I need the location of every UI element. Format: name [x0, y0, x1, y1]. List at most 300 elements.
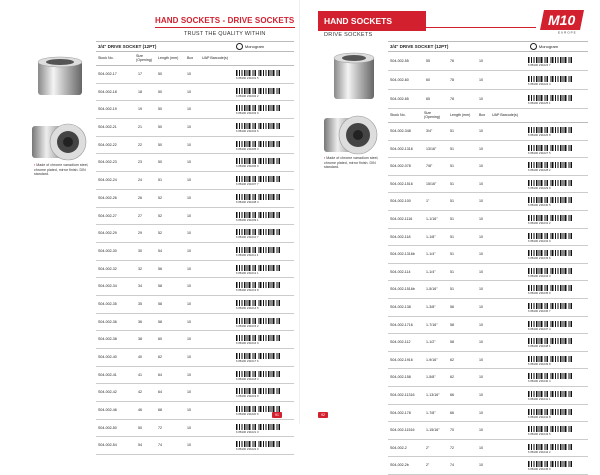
size-cell: 41 — [138, 372, 142, 377]
stock-no-cell: S04-002-1316 — [390, 146, 413, 151]
length-cell: 51 — [450, 129, 454, 133]
left-product-table — [96, 41, 294, 455]
length-cell: 68 — [158, 408, 162, 413]
stock-no-cell: S04-002-24 — [98, 178, 117, 183]
barcode-number: 6 88100 231036 7 — [528, 308, 551, 313]
stock-no-cell: S04-002-38 — [98, 337, 117, 342]
box-cell: 10 — [479, 59, 483, 63]
stock-no-cell: S04-002-2b — [390, 463, 409, 468]
box-cell: 10 — [187, 248, 191, 253]
length-cell: 52 — [158, 195, 162, 200]
tagline: TRUST THE QUALITY WITHIN — [184, 31, 266, 37]
table-row — [96, 349, 294, 367]
stock-no-cell: S04-002-29 — [98, 231, 117, 236]
right-material-note: ▪ Made of chrome vanadium steel, chrome plated, mirror finish. DIN standard. — [324, 156, 379, 170]
barcode-number: 6 88100 231023 7 — [528, 63, 551, 67]
barcode-number: 6 88100 231019 0 — [236, 394, 259, 399]
size-cell: 35 — [138, 301, 142, 306]
table-row — [96, 296, 294, 314]
barcode-number: 6 88100 231016 9 — [236, 341, 259, 346]
length-cell: 56 — [450, 304, 454, 309]
barcode-number: 6 88100 231017 6 — [236, 359, 259, 363]
barcode-number: 6 88100 231029 9 — [528, 185, 551, 190]
table-row — [388, 193, 588, 211]
size-cell: 36 — [138, 319, 142, 324]
col-size: Size (Opening) — [136, 54, 152, 62]
box-cell: 10 — [479, 428, 483, 433]
length-cell: 58 — [158, 301, 162, 306]
barcode-number: 6 88100 231035 0 — [528, 291, 551, 296]
length-cell: 66 — [450, 392, 454, 397]
left-table-title — [96, 41, 294, 52]
table-row — [96, 225, 294, 243]
right-page — [300, 0, 600, 472]
col-box: Box — [187, 56, 194, 60]
barcode-number: 6 88100 231007 7 — [236, 182, 259, 187]
stock-no-cell: S04-002-118 — [390, 234, 411, 239]
length-cell: 50 — [158, 125, 162, 130]
right-product-table — [388, 41, 588, 475]
table-row — [96, 437, 294, 455]
right-monogram — [530, 42, 558, 51]
size-cell: 38 — [138, 337, 142, 342]
barcode-number: 6 88100 231011 4 — [236, 252, 259, 257]
stock-no-cell: S04-002-100 — [390, 199, 411, 204]
stock-no-cell: S04-002-41 — [98, 372, 117, 377]
size-cell: 18 — [138, 89, 142, 94]
right-table-title-text: 3/4" DRIVE SOCKET (12PT) — [390, 44, 449, 49]
left-note-text: Made of chrome vanadium steel, chrome plated, mirror finish. DIN standard. — [34, 163, 89, 177]
box-cell: 10 — [187, 284, 191, 289]
length-cell: 58 — [450, 322, 454, 327]
left-page-number: 91 — [272, 412, 282, 418]
table-row — [388, 123, 588, 141]
box-cell: 10 — [187, 337, 191, 342]
length-cell: 76 — [450, 59, 454, 63]
size-cell: 1-7/16" — [426, 322, 438, 327]
barcode-number: 6 88100 231039 8 — [528, 361, 551, 366]
stock-no-cell: S04-002-54 — [98, 443, 117, 448]
barcode-number: 6 88100 231038 1 — [528, 344, 551, 349]
table-row — [96, 402, 294, 420]
length-cell: 70 — [450, 428, 454, 433]
barcode-number: 6 88100 231043 5 — [528, 432, 551, 437]
left-material-note: ▪ Made of chrome vanadium steel, chrome plated, mirror finish. DIN standard. — [34, 163, 89, 177]
barcode-number: 6 88100 231009 1 — [236, 217, 259, 222]
box-cell: 10 — [479, 129, 483, 133]
monogram-icon — [236, 43, 243, 50]
barcode-number: 6 88100 231020 6 — [236, 412, 259, 417]
stock-no-cell: S04-002-35 — [98, 301, 117, 306]
left-monogram — [236, 42, 264, 51]
length-cell: 51 — [450, 287, 454, 292]
table-row — [96, 84, 294, 102]
size-cell: 55 — [426, 59, 430, 63]
length-cell: 51 — [450, 269, 454, 274]
right-table-title — [388, 41, 588, 52]
size-cell: 46 — [138, 408, 142, 413]
box-cell: 10 — [187, 89, 191, 94]
box-cell: 10 — [187, 425, 191, 430]
table-row — [96, 190, 294, 208]
stock-no-cell: S04-002-27 — [98, 213, 117, 218]
left-header-rule — [155, 27, 295, 28]
stock-no-cell: S04-002-40 — [98, 355, 117, 359]
length-cell: 51 — [450, 146, 454, 151]
length-cell: 58 — [158, 319, 162, 324]
length-cell: 51 — [158, 178, 162, 183]
length-cell: 54 — [158, 248, 162, 253]
stock-no-cell: S04-002-138 — [390, 304, 411, 309]
table-row — [96, 331, 294, 349]
stock-no-cell: S04-002-50 — [98, 425, 117, 430]
box-cell: 10 — [479, 269, 483, 274]
length-cell: 58 — [158, 284, 162, 289]
box-cell: 10 — [187, 355, 191, 359]
table-row — [388, 317, 588, 335]
box-cell: 10 — [479, 181, 483, 186]
barcode-number: 6 88100 231005 3 — [236, 146, 259, 151]
barcode-number: 6 88100 231014 5 — [236, 305, 259, 310]
length-cell: 51 — [450, 164, 454, 169]
left-column-headers — [96, 52, 294, 66]
size-cell: 1-7/8" — [426, 410, 436, 415]
table-row — [96, 137, 294, 155]
box-cell: 10 — [479, 78, 483, 82]
length-cell: 51 — [450, 181, 454, 186]
stock-no-cell: S04-002-30 — [98, 248, 117, 253]
box-cell: 10 — [479, 375, 483, 380]
box-cell: 10 — [187, 266, 191, 271]
m10-logo — [540, 8, 586, 34]
box-cell: 10 — [479, 463, 483, 468]
stock-no-cell: S04-002-178 — [390, 410, 411, 415]
size-cell: 1-1/4" — [426, 269, 436, 274]
table-row — [388, 264, 588, 282]
col-barcode: UAP Barcode(s) — [202, 56, 228, 60]
size-cell: 1-9/16" — [426, 357, 438, 362]
length-cell: 51 — [450, 199, 454, 204]
monogram-icon — [530, 43, 537, 50]
barcode-number: 6 88100 231031 2 — [528, 220, 551, 225]
table-row — [388, 299, 588, 317]
table-row — [96, 314, 294, 332]
barcode-number: 6 88100 231037 4 — [528, 326, 551, 331]
box-cell: 10 — [187, 390, 191, 395]
size-cell: 7/8" — [426, 164, 433, 169]
size-cell: 1-1/4" — [426, 252, 436, 257]
barcode-number: 6 88100 231012 1 — [236, 270, 259, 275]
table-row — [388, 141, 588, 159]
box-cell: 10 — [479, 445, 483, 450]
size-cell: 54 — [138, 443, 142, 448]
col-box: Box — [479, 113, 486, 117]
right-table-body-top — [388, 52, 588, 109]
length-cell: 60 — [158, 337, 162, 342]
stock-no-cell: S04-002-112 — [390, 340, 411, 345]
table-row — [388, 52, 588, 71]
length-cell: 78 — [450, 78, 454, 82]
table-row — [388, 281, 588, 299]
left-table-body — [96, 66, 294, 455]
size-cell: 2" — [426, 445, 430, 450]
barcode-number: 6 88100 231010 7 — [236, 235, 259, 240]
stock-no-cell: S04-002-23 — [98, 160, 117, 165]
stock-no-cell: S04-002-1516 — [390, 181, 413, 186]
table-row — [96, 208, 294, 226]
barcode-number: 6 88100 231025 1 — [528, 101, 551, 105]
length-cell: 50 — [158, 142, 162, 147]
right-monogram-label: Monogram — [538, 44, 558, 49]
col-length: Length (mm) — [450, 113, 471, 117]
barcode-number: 6 88100 231042 8 — [528, 414, 551, 419]
size-cell: 21 — [138, 125, 142, 130]
stock-no-cell: S04-002-158 — [390, 375, 411, 380]
table-row — [388, 158, 588, 176]
size-cell: 23 — [138, 160, 142, 165]
socket-image-end — [30, 118, 90, 166]
right-header-title: HAND SOCKETS — [318, 11, 426, 31]
right-page-number: 92 — [318, 412, 328, 418]
size-cell: 13/16" — [426, 146, 437, 151]
box-cell: 10 — [479, 287, 483, 292]
length-cell: 51 — [450, 252, 454, 257]
barcode-number: 6 88100 231041 1 — [528, 396, 551, 401]
barcode-number: 6 88100 231026 8 — [528, 133, 551, 137]
right-header-rule — [426, 27, 536, 28]
box-cell: 10 — [187, 231, 191, 236]
length-cell: 74 — [450, 463, 454, 468]
length-cell: 64 — [158, 390, 162, 395]
stock-no-cell: S04-002-114 — [390, 269, 411, 274]
size-cell: 27 — [138, 213, 142, 218]
barcode-number: 6 88100 231044 2 — [528, 449, 551, 454]
stock-no-cell: S04-002-22 — [98, 142, 117, 147]
logo-subtext: EUROPE — [558, 30, 577, 34]
stock-no-cell: S04-002-1116 — [390, 216, 413, 221]
stock-no-cell: S04-002-26 — [98, 195, 117, 200]
size-cell: 34 — [138, 284, 142, 289]
size-cell: 17 — [138, 72, 142, 76]
size-cell: 1-5/16" — [426, 287, 438, 292]
size-cell: 1-1/8" — [426, 234, 436, 239]
box-cell: 10 — [187, 125, 191, 130]
length-cell: 62 — [450, 357, 454, 362]
table-row — [388, 229, 588, 247]
size-cell: 60 — [426, 78, 430, 82]
barcode-number: 6 88100 231003 9 — [236, 111, 259, 116]
table-row — [388, 246, 588, 264]
barcode-number: 6 88100 231008 4 — [236, 199, 259, 204]
table-row — [388, 176, 588, 194]
table-row — [388, 71, 588, 90]
length-cell: 72 — [450, 445, 454, 450]
size-cell: 15/16" — [426, 181, 437, 186]
barcode-number: 6 88100 231033 6 — [528, 256, 551, 261]
stock-no-cell: S04-002-348 — [390, 129, 411, 133]
size-cell: 22 — [138, 142, 142, 147]
box-cell: 10 — [479, 216, 483, 221]
stock-no-cell: S04-002-1716 — [390, 322, 413, 327]
size-cell: 3/4" — [426, 129, 433, 133]
size-cell: 1-15/16" — [426, 428, 440, 433]
length-cell: 58 — [450, 340, 454, 345]
box-cell: 10 — [187, 301, 191, 306]
col-length: Length (mm) — [158, 56, 179, 60]
length-cell: 64 — [158, 372, 162, 377]
table-row — [96, 119, 294, 137]
stock-no-cell: S04-002-55 — [390, 59, 409, 63]
box-cell: 10 — [187, 443, 191, 448]
length-cell: 74 — [158, 443, 162, 448]
table-row — [96, 243, 294, 261]
box-cell: 10 — [187, 213, 191, 218]
box-cell: 10 — [187, 178, 191, 183]
table-row — [96, 278, 294, 296]
drive-sockets-label: DRIVE SOCKETS — [324, 32, 373, 38]
barcode-number: 6 88100 231028 2 — [528, 168, 551, 173]
box-cell: 10 — [187, 107, 191, 112]
socket-image-side — [34, 55, 86, 99]
length-cell: 52 — [158, 213, 162, 218]
size-cell: 42 — [138, 390, 142, 395]
col-stock-no: Stock No. — [98, 56, 114, 60]
box-cell: 10 — [187, 372, 191, 377]
barcode-number: 6 88100 231032 9 — [528, 238, 551, 243]
stock-no-cell: S04-002-46 — [98, 408, 117, 413]
table-row — [388, 352, 588, 370]
box-cell: 10 — [479, 357, 483, 362]
table-row — [388, 369, 588, 387]
box-cell: 10 — [479, 234, 483, 239]
length-cell: 51 — [450, 216, 454, 221]
barcode-number: 6 88100 231015 2 — [236, 323, 259, 328]
box-cell: 10 — [187, 408, 191, 413]
stock-no-cell: S04-002-21 — [98, 125, 117, 130]
left-page — [0, 0, 300, 452]
barcode-number: 6 88100 231040 4 — [528, 379, 551, 384]
table-row — [96, 384, 294, 402]
size-cell: 1-1/16" — [426, 216, 438, 221]
stock-no-cell: S04-002-19 — [98, 107, 117, 112]
box-cell: 10 — [479, 340, 483, 345]
box-cell: 10 — [479, 164, 483, 169]
length-cell: 50 — [158, 107, 162, 112]
stock-no-cell: S04-002-60 — [390, 78, 409, 82]
stock-no-cell: S04-002-65 — [390, 97, 409, 101]
size-cell: 1" — [426, 199, 430, 204]
col-stock-no: Stock No. — [390, 113, 406, 117]
box-cell: 10 — [479, 322, 483, 327]
barcode-number: 6 88100 231034 3 — [528, 273, 551, 278]
size-cell: 1-13/16" — [426, 392, 440, 397]
barcode-number: 6 88100 231024 4 — [528, 82, 551, 86]
table-row — [96, 101, 294, 119]
length-cell: 78 — [450, 97, 454, 101]
stock-no-cell: S04-002-078 — [390, 164, 411, 169]
box-cell: 10 — [479, 97, 483, 101]
length-cell: 72 — [158, 425, 162, 430]
left-table-title-text: 3/4" DRIVE SOCKET (12PT) — [98, 44, 157, 49]
left-header-title: HAND SOCKETS - DRIVE SOCKETS — [155, 16, 295, 25]
box-cell: 10 — [479, 146, 483, 151]
length-cell: 50 — [158, 89, 162, 94]
length-cell: 62 — [158, 355, 162, 359]
table-row — [96, 172, 294, 190]
box-cell: 10 — [187, 160, 191, 165]
table-row — [388, 422, 588, 440]
stock-no-cell: S04-002-11516 — [390, 428, 415, 433]
length-cell: 50 — [158, 72, 162, 76]
table-row — [388, 405, 588, 423]
right-column-headers — [388, 109, 588, 123]
col-barcode: UAP Barcode(s) — [492, 113, 518, 117]
stock-no-cell: S04-002-36 — [98, 319, 117, 324]
box-cell: 10 — [479, 410, 483, 415]
table-row — [96, 66, 294, 84]
stock-no-cell: S04-002-11316 — [390, 392, 415, 397]
stock-no-cell: S04-002-18 — [98, 89, 117, 94]
stock-no-cell: S04-002-1516b — [390, 287, 415, 292]
length-cell: 56 — [158, 266, 162, 271]
stock-no-cell: S04-002-1316b — [390, 252, 415, 257]
barcode-number: 6 88100 231018 3 — [236, 376, 259, 381]
size-cell: 40 — [138, 355, 142, 359]
socket-image-end-right — [322, 110, 380, 160]
table-row — [388, 90, 588, 109]
stock-no-cell: S04-002-34 — [98, 284, 117, 289]
length-cell: 51 — [450, 234, 454, 239]
box-cell: 10 — [187, 319, 191, 324]
box-cell: 10 — [479, 392, 483, 397]
barcode-number: 6 88100 231030 5 — [528, 203, 551, 208]
barcode-number: 6 88100 231027 5 — [528, 150, 551, 155]
table-row — [388, 440, 588, 458]
stock-no-cell: S04-002-32 — [98, 266, 117, 271]
length-cell: 52 — [158, 231, 162, 236]
logo-text: M10 — [548, 12, 576, 28]
size-cell: 26 — [138, 195, 142, 200]
barcode-number: 6 88100 231022 0 — [236, 447, 259, 452]
barcode-number: 6 88100 231045 9 — [528, 467, 551, 472]
table-row — [388, 457, 588, 475]
box-cell: 10 — [187, 195, 191, 200]
size-cell: 1-1/2" — [426, 340, 436, 345]
table-row — [96, 154, 294, 172]
size-cell: 1-5/8" — [426, 375, 436, 380]
socket-image-side-right — [330, 50, 378, 102]
box-cell: 10 — [187, 142, 191, 147]
stock-no-cell: S04-002-42 — [98, 390, 117, 395]
barcode-number: 6 88100 231002 2 — [236, 93, 259, 98]
barcode-number: 6 88100 231004 6 — [236, 129, 259, 134]
table-row — [96, 367, 294, 385]
barcode-number: 6 88100 231021 3 — [236, 429, 259, 434]
table-row — [96, 261, 294, 279]
size-cell: 2" — [426, 463, 430, 468]
stock-no-cell: S04-002-2 — [390, 445, 407, 450]
left-monogram-label: Monogram — [244, 44, 264, 49]
box-cell: 10 — [479, 252, 483, 257]
barcode-number: 6 88100 231006 0 — [236, 164, 259, 169]
table-row — [388, 211, 588, 229]
box-cell: 10 — [479, 199, 483, 204]
barcode-number: 6 88100 231013 8 — [236, 288, 259, 293]
size-cell: 32 — [138, 266, 142, 271]
size-cell: 1-3/8" — [426, 304, 436, 309]
col-size: Size (Opening) — [424, 111, 440, 119]
size-cell: 65 — [426, 97, 430, 101]
